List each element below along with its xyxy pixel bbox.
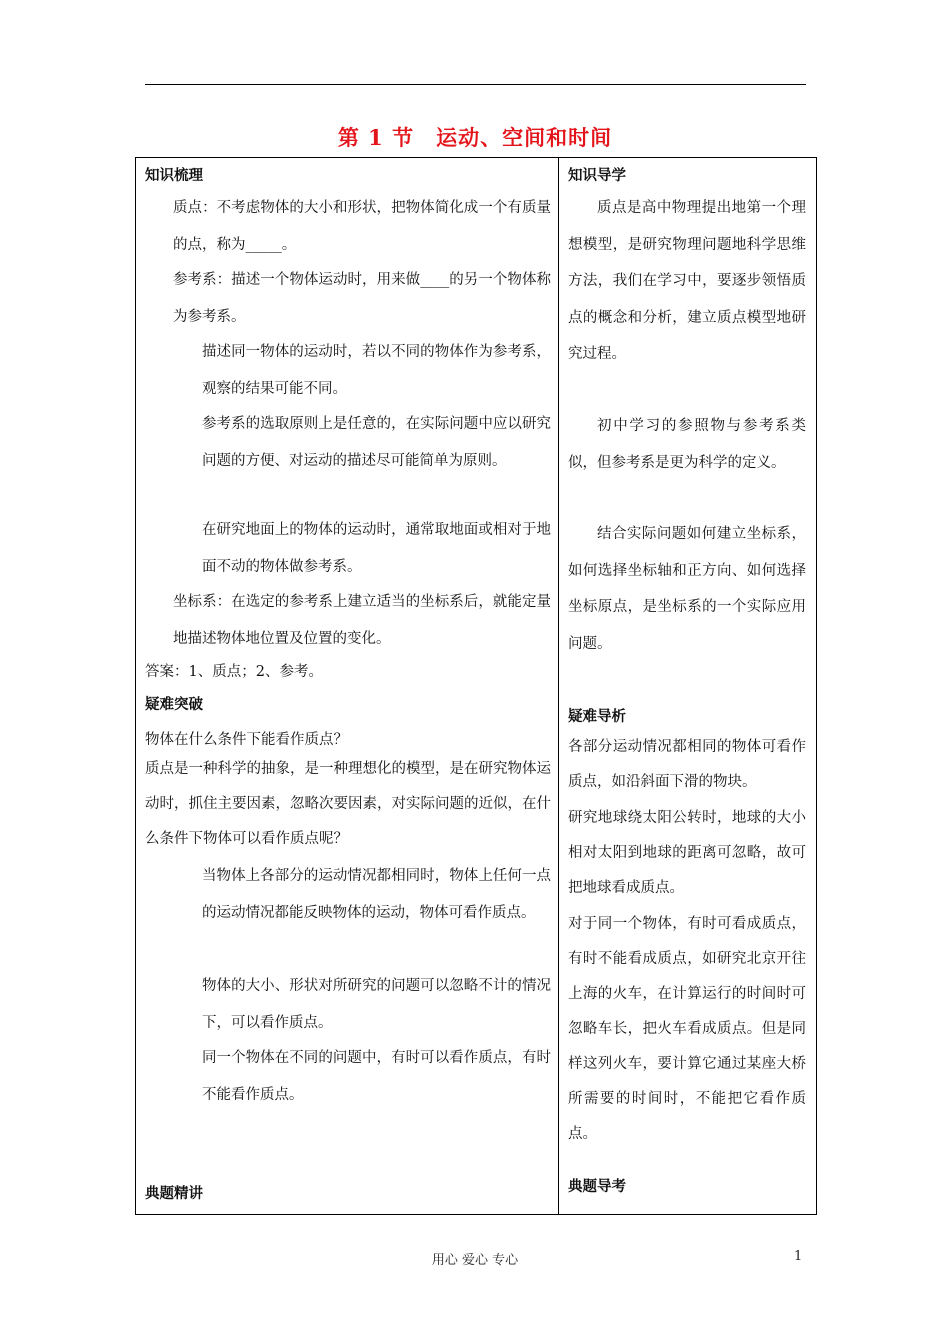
para-ground-frame: 在研究地面上的物体的运动时，通常取地面或相对于地面不动的物体做参考系。 bbox=[202, 522, 551, 575]
section-heading-examples: 典题精讲 bbox=[145, 1185, 203, 1202]
header-rule bbox=[145, 84, 806, 85]
condition-3: 同一个物体在不同的问题中，有时可以看作质点，有时不能看作质点。 bbox=[202, 1050, 551, 1103]
condition-2: 物体的大小、形状对所研究的问题可以忽略不计的情况下，可以看作质点。 bbox=[202, 978, 551, 1031]
para-reference-frame: 参考系：描述一个物体运动时，用来做____的另一个物体称为参考系。 bbox=[173, 272, 551, 325]
question-text: 物体在什么条件下能看作质点？ bbox=[145, 732, 348, 748]
condition-1: 当物体上各部分的运动情况都相同时，物体上任何一点的运动情况都能反映物体的运动，物体可看作质点。 bbox=[202, 868, 551, 921]
section-heading-difficulty: 疑难突破 bbox=[145, 696, 203, 713]
para-different-frames: 描述同一物体的运动时，若以不同的物体作为参考系，观察的结果可能不同。 bbox=[202, 344, 551, 397]
analysis-para-3: 对于同一个物体，有时可看成质点，有时不能看成质点，如研究北京开往上海的火车，在计算运行的时间时可忽略车长，把火车看成质点。但是同样这列火车，要计算它通过某座大桥所需要的时间时，不能把它看作质点。 bbox=[568, 916, 806, 1142]
answer-text: 答案：1、质点；2、参考。 bbox=[145, 664, 323, 680]
section-heading-guide: 知识导学 bbox=[568, 167, 626, 184]
page-title: 第 1 节 运动、空间和时间 bbox=[337, 125, 613, 150]
analysis-para-1: 各部分运动情况都相同的物体可看作质点，如沿斜面下滑的物块。 bbox=[568, 739, 806, 790]
para-point-mass: 质点：不考虑物体的大小和形状，把物体简化成一个有质量的点，称为_____。 bbox=[173, 200, 551, 253]
footer-motto: 用心 爱心 专心 bbox=[431, 1253, 519, 1268]
analysis-para-2: 研究地球绕太阳公转时，地球的大小相对太阳到地球的距离可忽略，故可把地球看成质点。 bbox=[568, 810, 806, 896]
para-frame-principle: 参考系的选取原则上是任意的，在实际问题中应以研究问题的方便、对运动的描述尽可能简单为原则。 bbox=[202, 416, 551, 469]
content-table bbox=[135, 157, 817, 1215]
guide-para-2: 初中学习的参照物与参考系类似，但参考系是更为科学的定义。 bbox=[568, 418, 806, 471]
page-number: 1 bbox=[794, 1249, 803, 1264]
section-heading-exam-guide: 典题导考 bbox=[568, 1178, 626, 1195]
section-heading-analysis: 疑难导析 bbox=[568, 708, 626, 725]
section-heading-knowledge: 知识梳理 bbox=[145, 167, 203, 184]
question-body: 质点是一种科学的抽象，是一种理想化的模型，是在研究物体运动时，抓住主要因素，忽略次要因素，对实际问题的近似，在什么条件下物体可以看作质点呢？ bbox=[145, 761, 551, 847]
para-coordinate-system: 坐标系：在选定的参考系上建立适当的坐标系后，就能定量地描述物体地位置及位置的变化。 bbox=[173, 594, 551, 647]
guide-para-1: 质点是高中物理提出地第一个理想模型，是研究物理问题地科学思维方法，我们在学习中，要逐步领悟质点的概念和分析，建立质点模型地研究过程。 bbox=[568, 200, 806, 362]
left-column bbox=[136, 158, 559, 1215]
guide-para-3: 结合实际问题如何建立坐标系，如何选择坐标轴和正方向、如何选择坐标原点，是坐标系的一个实际应用问题。 bbox=[568, 526, 806, 652]
right-column bbox=[559, 158, 817, 1215]
